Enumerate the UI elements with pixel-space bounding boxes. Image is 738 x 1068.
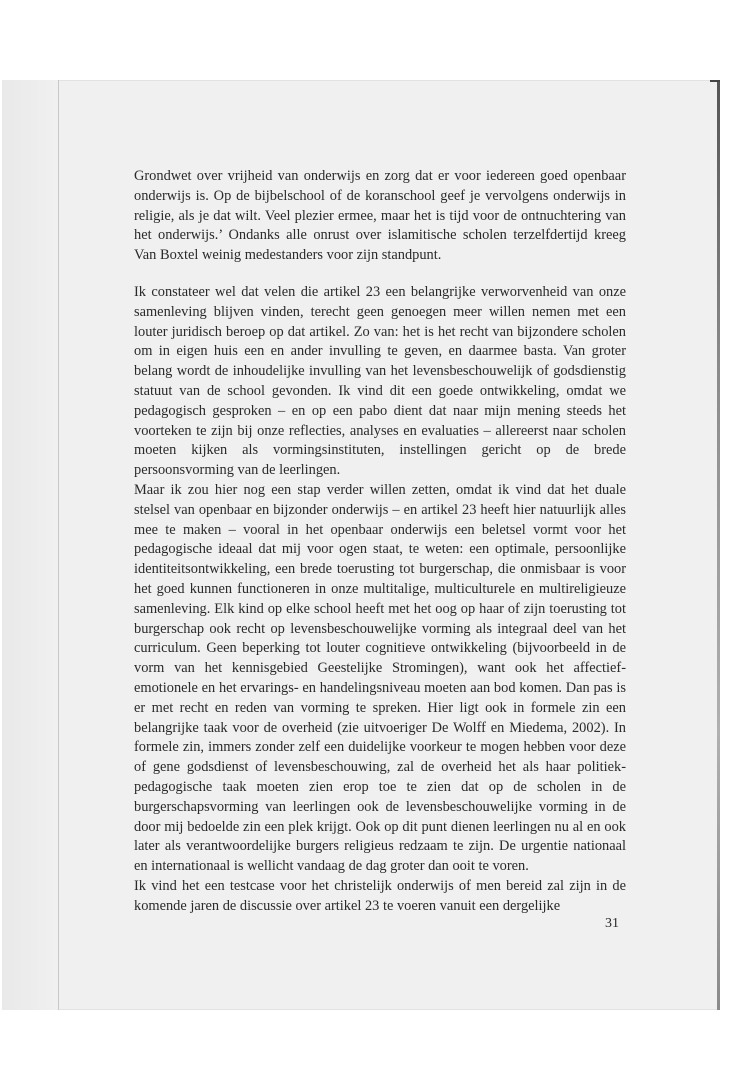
body-text (134, 167, 626, 916)
page-gutter-shade (2, 80, 58, 1010)
page-corner (710, 80, 720, 82)
paragraph-1: Grondwet over vrijheid van onderwijs en zorg dat er voor iedereen goed openbaar onderwijs is. Op de bijbelschool of de koranschool geef je vervolgens onderwijs in religie, als je dat wilt. Veel plezier ermee, maar het is tijd voor de ontnuchtering van het onderwijs.’ Ondanks alle onrust over islamitische scholen terzelfdertijd kreeg Van Boxtel weinig medestanders voor zijn standpunt. (134, 168, 626, 264)
paragraph-2: Ik constateer wel dat velen die artikel 23 een belangrijke verworvenheid van onze samenleving blijven vinden, terecht geen genoegen meer willen nemen met een louter juridisch beroep op dat artikel. Zo van: het is het recht van bijzondere scholen om in eigen huis een en ander invulling te geven, en daarmee basta. Van groter belang wordt de inhoudelijke invulling van het levensbeschouwelijk of godsdienstig statuut van de school gevonden. Ik vind dit een goede ontwikkeling, omdat we pedagogisch gesproken – en op een pabo dient dat naar mijn mening steeds het voorteken te zijn bij onze reflecties, analyses en evaluaties – allereerst naar scholen moeten kijken als vormingsinstituten, instellingen gericht op de brede persoonsvorming van de leerlingen. (134, 283, 626, 479)
paragraph-4: Ik vind het een testcase voor het christelijk onderwijs of men bereid zal zijn in de komende jaren de discussie over artikel 23 te voeren vanuit een dergelijke (134, 877, 626, 914)
page-edge (717, 80, 720, 1010)
page-number: 31 (605, 916, 619, 931)
paragraph-3: Maar ik zou hier nog een stap verder willen zetten, omdat ik vind dat het duale stelsel van openbaar en bijzonder onderwijs – en artikel 23 heeft hier natuurlijk alles mee te maken – vooral in het openbaar onderwijs een beletsel vormt voor het pedagogische ideaal dat mij voor ogen staat, te weten: een optimale, persoonlijke identiteitsontwikkeling, een brede toerusting tot burgerschap, die onmisbaar is voor het goed kunnen functioneren in onze multitalige, multiculturele en multireligieuze samenleving. Elk kind op elke school heeft met het oog op haar of zijn toerusting tot burgerschap ook recht op levensbeschouwelijke vorming als integraal deel van het curriculum. Geen beperking tot louter cognitieve ontwikkeling (bijvoorbeeld in de vorm van het kennisgebied Geestelijke Stromingen), want ook het affectief-emotionele en het ervarings- en handelingsniveau moeten aan bod komen. Dan pas is er met recht en reden van vorming te spreken. Hier ligt ook in formele zin een belangrijke taak voor de overheid (zie uitvoeriger De Wolff en Miedema, 2002). In formele zin, immers zonder zelf een duidelijke voorkeur te mogen hebben voor deze of gene godsdienst of levensbeschouwing, zal de overheid het als haar politiek-pedagogische taak moeten zien erop toe te zien dat op de scholen in de burgerschapsvorming van leerlingen ook de levensbeschouwelijke vorming in de door mij bedoelde zin een plek krijgt. Ook op dit punt dienen leerlingen nu al en ook later als verantwoordelijke burgers religieus redzaam te zijn. De urgentie nationaal en internationaal is wellicht vandaag de dag groter dan ooit te voren. (134, 481, 626, 875)
page-gutter-line (58, 80, 59, 1010)
